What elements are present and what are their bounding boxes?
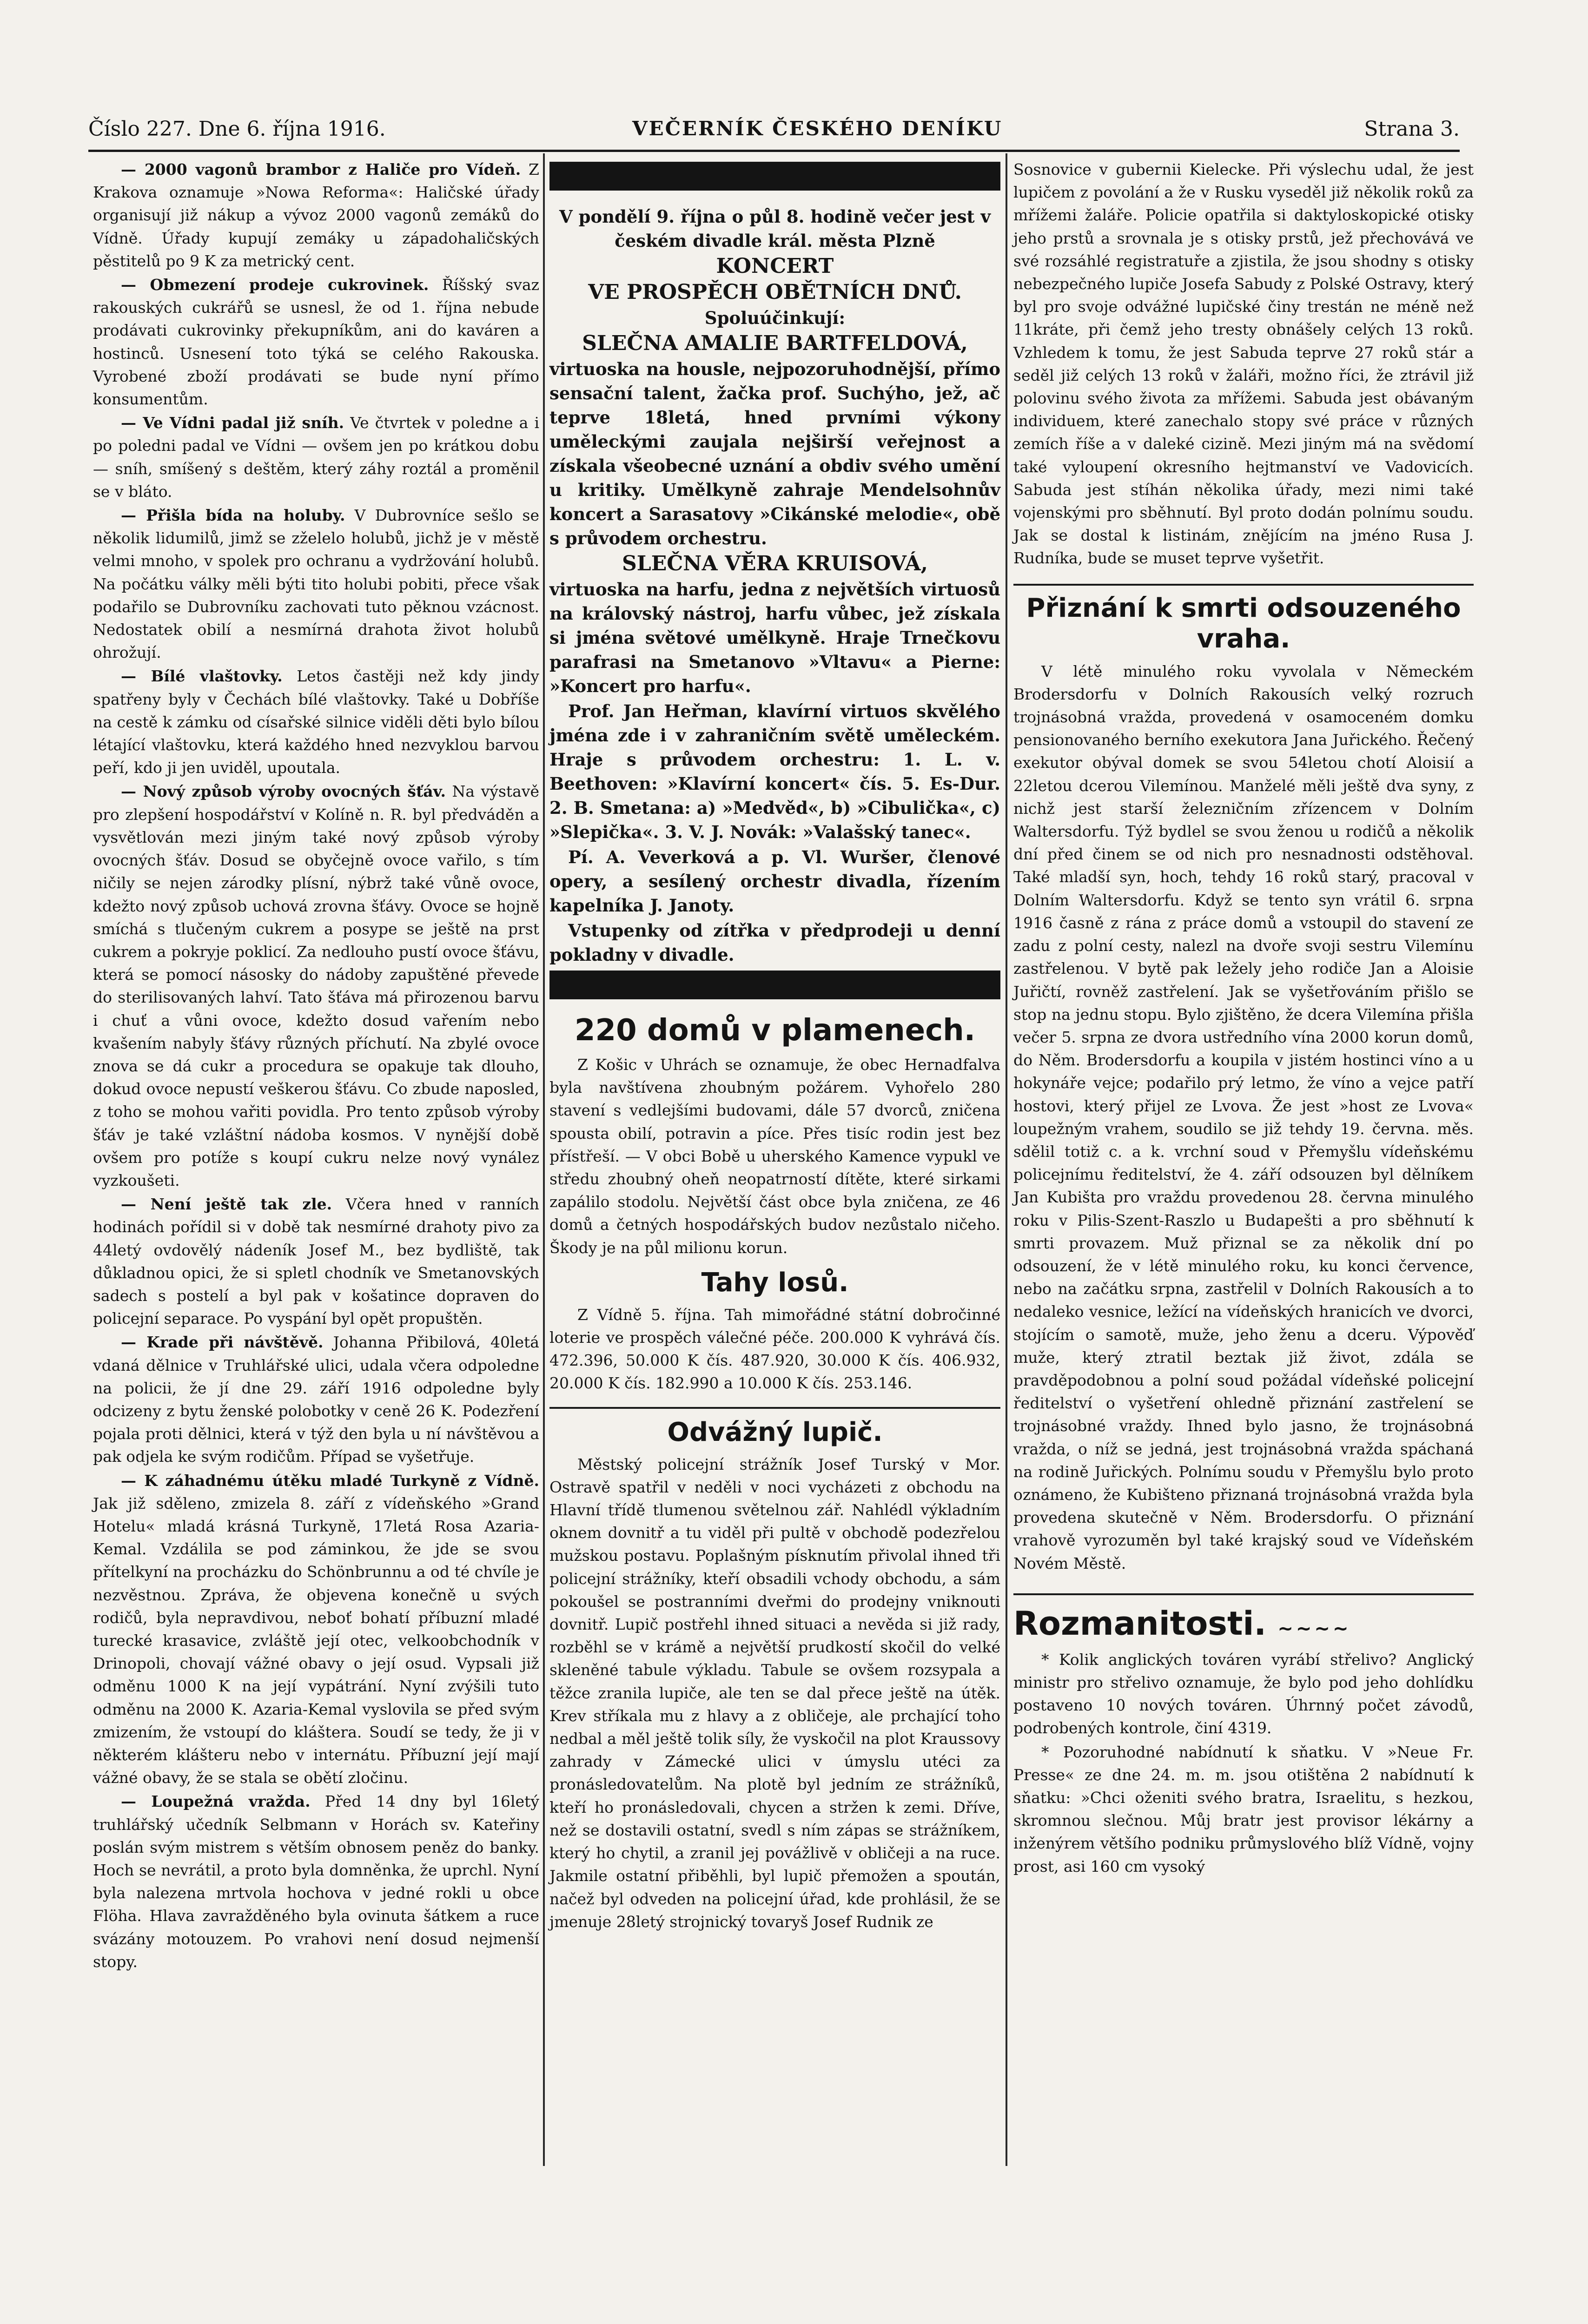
article-body: Z Košic v Uhrách se oznamuje, že obec Hernadfalva byla navštívena zhoubným požárem. Vyhořelo 280 stavení s vedlejšími budovami, dále 57 dvorců, zničena spousta obilí, potravin a píce. Přes tisíc rodin jest bez přístřeší. — V obci Bobě u uherského Kamence vypukl ve středu zhoubný oheň neopatrností dítěte, které sirkami zapálilo stodolu. Největší část obce byla zničena, ze 46 domů a četných hospodářských budov nezůstalo ničeho. Škody je na půl milionu korun. — [549, 1056, 1000, 1257]
section-title-text: Rozmanitosti. — [1013, 1604, 1267, 1643]
news-item: — 2000 vagonů brambor z Haliče pro Vídeň. Z Krakova oznamuje »Nowa Reforma«: Haličské úřady organisují již nákup a vývoz 2000 vagonů zemáků do Vídně. Úřady kupují zemáky u západohaličských pěstitelů po 9 K za metrický cent. — [93, 160, 539, 270]
artist-name: SLEČNA AMALIE BARTFELDOVÁ, — [582, 331, 968, 355]
tickets-info: Vstupenky od zítřka v předprodeji u denní pokladny v divadle. — [549, 920, 1000, 965]
artist-description: virtuoska na housle, nejpozoruhodnější, přímo sensační talent, žačka prof. Suchýho, jež, ač teprve 18letá, hned prvními výkony uměleckými zaujala nejširší veřejnost a získala všeobecné uznání a obdiv svého umění u kritiky. Umělkyně zahraje Mendelsohnův koncert a Sarasatovy »Cikánské melodie«, obě s průvodem orchestru. — [549, 359, 1000, 548]
column-rule — [543, 153, 545, 2166]
news-item: — Ve Vídni padal již sníh. Ve čtvrtek v poledne a i po poledni padal ve Vídni — ovšem jen po krátkou dobu — sníh, smíšený s deštěm, který záhy roztál a proměnil se v bláto. — [93, 414, 539, 501]
newspaper-title: VEČERNÍK ČESKÉHO DENÍKU — [632, 117, 1003, 140]
misc-item: * Kolik anglických továren vyrábí střelivo? Anglický ministr pro střelivo oznamuje, že bylo pod jeho dohlídku postaveno 10 nových továren. Úhrnný počet závodů, podrobených kontrole, činí 4319. — [1013, 1650, 1474, 1737]
article-body: V létě minulého roku vyvolala v Německém Brodersdorfu v Dolních Rakousích velký rozruch trojnásobná vražda, provedená v osamoceném domku pensionovaného berního exekutora Jana Juřického. Řečený exekutor obýval domek se svou 54letou chotí Aloisií a 22letou dcerou Vilemínou. Manželé měli ještě dva syny, z nichž jest starší železničním zřízencem v Dolním Waltersdorfu. Týž bydlel se svou ženou u rodičů a několik dní před činem se od nich pro nesnadnosti odstěhoval. Také mladší syn, hoch, tehdy 16 roků starý, pracoval v Dolním Waltersdorfu. Když se tento syn vrátil 6. srpna 1916 časně z rána z práce domů a vstoupil do stavení ze zadu z polní cesty, nalezl na dvoře svoji sestru Vilemínu zastřelenou. V bytě pak ležely jeho rodiče Jan a Aloisie Juřičtí, rovněž zastřelení. Jak se vyšetřováním přišlo se stop na jednu stopu. Bylo zjištěno, že dcera Vilemína přišla večer 5. srpna ze dvora ustředního vína 2000 korun domů, do Něm. Brodersdorfu a koupila v jistém hostinci víno a u hokynáře vejce; podařilo prý letmo, že víno a vejce patří hostovi, který přijel ze Lvova. Že jest »host ze Lvova« loupežným vrahem, soudilo se již tehdy 19. června. měs. sdělil totiž c. a k. vrchní soud v Přemyšlu vídeňskému policejnímu ředitelství, že 4. září odsouzen byl dělníkem Jan Kubišta pro vraždu provedenou 28. června minulého roku v Pilis-Szent-Raszlo u Budapešti a pro sběhnutí k smrti provazem. Muž přiznal se za několik dní po odsouzení, že v létě minulého roku, ku konci července, nebo na začátku srpna, zastřelil v Dolních Rakousích a to nedaleko vesnice, ležící na vídeňských hranicích ve dvorci, stojícím o samotě, muže, jeho ženu a dceru. Výpověď muže, který ztratil beztak již život, zdála se pravděpodobnou a polní soud požádal vídeňské policejní ředitelství o vyšetření ohledně přiznání zastřelení se trojnásobné vraždy. Ihned bylo jasno, že trojnásobná vražda, o níž se jedná, jest trojnásobná vražda spáchaná na rodině Juřických. Polnímu soudu v Přemyšlu bylo proto oznámeno, že Kubišteno přiznaná trojnásobná vražda byla provedena skutečně v Něm. Brodersdorfu. O přiznání vrahově vyrozuměn byl také krajský soud ve Vídeňském Novém Městě. — [1013, 662, 1474, 1572]
concert-subtitle: VE PROSPĚCH OBĚTNÍCH DNŮ. — [588, 280, 962, 304]
artist-description: virtuoska na harfu, jedna z největších virtuosů na královský nástroj, harfu vůbec, jež získala si jména světové umělkyně. Hraje Trnečkovu parafrasi na Smetanovo »Vltavu« a Pierne: »Koncert pro harfu«. — [549, 579, 1000, 696]
artist-description: Prof. Jan Heřman, klavírní virtuos skvělého jména zde i v zahraničním světě uměleckém. Hraje s průvodem orchestru: 1. L. v. Beethoven: »Klavírní koncert« čís. 5. Es-Dur. 2. B. Smetana: a) »Medvěd«, b) »Cibulička«, c) »Slepička«. 3. V. J. Novák: »Valašský tanec«. — [549, 701, 1000, 842]
column-rule — [1006, 153, 1007, 2166]
news-item: — Bílé vlaštovky. Letos častěji než kdy jindy spatřeny byly v Čechách bílé vlaštovky. Také u Dobříše na cestě k zámku od císařské silnice viděli děti bylo bílou létající vlaštovku, která každého hned nezvyklou barvou peří, kdo ji jen uviděl, upoutala. — [93, 667, 540, 777]
ornament: ~~~~ — [1277, 1618, 1351, 1639]
news-item: — Obmezení prodeje cukrovinek. Říšský svaz rakouských cukrářů se usnesl, že od 1. října nebude prodávati cukrovinky překupníkům, ani do kaváren a hostinců. Usnesení toto týká se celého Rakouska. Vyrobené zboží prodávati se bude nyní přímo konsumentům. — [93, 276, 540, 409]
news-item: — Krade při návštěvě. Johanna Přibilová, 40letá vdaná dělnice v Truhlářské ulici, udala včera odpoledne na policii, že jí dne 29. září 1916 odpoledne byly odcizeny z bytu ženské polobotky v ceně 26 K. Podezření pojala proti dělnici, která v týž den byla u ní návštěvou a pak odjela ke svým rodičům. Případ se vyšetřuje. — [93, 1333, 539, 1466]
concert-advertisement — [549, 205, 1000, 967]
misc-item: * Pozoruhodné nabídnutí k sňatku. V »Neue Fr. Presse« ze dne 24. m. m. jsou otištěna 2 nabídnutí k sňatku: »Chci oženiti svého bratra, Israelitu, s hezkou, skromnou slečnou. Můj bratr jest provisor lékárny a inženýrem většího podniku průmyslového blíž Vídně, vojny prost, asi 160 cm vysoký — [1013, 1743, 1474, 1875]
concert-intro: V pondělí 9. října o půl 8. hodině večer jest v českém divadle král. města Plzně — [559, 206, 991, 251]
news-item: — Není ještě tak zle. Včera hned v ranních hodinách pořídil si v době tak nesmírné drahoty pivo za 44letý ovdovělý nádeník Josef M., bez bydliště, tak důkladnou opici, že si spletl chodník ve Smetanovských sadech s postelí a byl pak v košatince dopraven do policejní separace. Po vyspání byl opět propuštěn. — [93, 1195, 539, 1328]
concert-spolu: Spoluúčinkují: — [704, 308, 846, 328]
article-title: 220 domů v plamenech. — [575, 1013, 975, 1048]
column-right — [1013, 158, 1474, 1879]
section-rule — [549, 1407, 1000, 1409]
news-item: — Přišla bída na holuby. V Dubrovníce sešlo se několik lidumilů, jimž se zželelo holubů, jichž je v městě velmi mnoho, v spolek pro ochranu a vydržování holubů. Na počátku války měli býti tito holubi pobiti, přece však podařilo se Dubrovníku zachovati tuto pěknou vzácnost. Nedostatek obilí a nesmírná drahota život holubů ohrožují. — [93, 506, 539, 662]
news-item: — Loupežná vražda. Před 14 dny byl 16letý truhlářský učedník Selbmann v Horách sv. Kateřiny poslán svým mistrem s větším obnosem peněz do banky. Hoch se nevrátil, a proto byla domněnka, že uprchl. Nyní byla nalezena mrtvola hochova v jedné rokli u obce Flöha. Hlava zavražděného byla ovinuta šátkem a ruce svázány motouzem. Po vrahovi není dosud nejmenší stopy. — [93, 1792, 539, 1971]
page-number: Strana 3. — [1364, 117, 1460, 141]
column-middle — [549, 158, 1000, 1934]
concert-title: KONCERT — [716, 254, 834, 278]
artist-name: SLEČNA VĚRA KRUISOVÁ, — [622, 552, 928, 575]
column-local-news — [93, 158, 539, 1974]
section-title — [1013, 1593, 1474, 1643]
article-continuation: Sosnovice v gubernii Kielecke. Při výslechu udal, že jest lupičem z povolání a že v Rusku vyseděl již několik roků za mřížemi žaláře. Policie opatřila si daktyloskopické otisky jeho prstů a srovnala je s otisky prstů, jež přechovává ve své rozsáhlé registratuře a zjistila, že jsou shodny s otisky nebezpečného lupiče Josefa Sabudy z Polské Ostravy, který byl pro svoje odvážné lupičské činy trestán ne méně než 11kráte, při čemž jeho tresty obnášely celých 13 roků. Vzhledem k tomu, že jest Sabuda teprve 27 roků stár a seděl již celých 13 roků v žaláři, možno říci, že ztrávil již polovinu svého života za mřížemi. Sabuda jest obávaným individuem, které zanechalo stopy své práce v různých zemích říše a v daleké cizině. Mezi jiným má na svědomí také vyloupení okresního hejtmanství ve Vadovicích. Sabuda jest stíhán několika úřady, mezi nimi také vojenskými pro sběhnutí. Byl proto dodán polnímu soudu. Jak se dostal k listinám, znějícím na jméno Rusa J. Rudníka, bude se muset teprve vyšetřit. — [1013, 160, 1474, 568]
article-body: Z Vídně 5. října. Tah mimořádné státní dobročinné loterie ve prospěch válečné péče. 200.000 K vyhrává čís. 472.396, 50.000 K čís. 487.920, 30.000 K čís. 406.932, 20.000 K čís. 182.990 a 10.000 K čís. 253.146. — [549, 1305, 1000, 1393]
artist-description: Pí. A. Veverková a p. Vl. Wuršer, členové opery, a sesílený orchestr divadla, řízením kapelníka J. Janoty. — [549, 847, 1000, 916]
news-item: — Nový způsob výroby ovocných šťáv. Na výstavě pro zlepšení hospodářství v Kolíně n. R. byl předváděn a vysvětlován mezi jiným také nový způsob výroby ovocných šťáv. Dosud se obyčejně ovoce vařilo, s tím ničily se nejen zárodky plísní, nýbrž také vůně ovoce, kdežto nový způsob uchová zrovna šťávy. Ovoce se hojně smíchá s tlučeným cukrem a posype se ještě na prst cukrem a pokryje poklicí. Za nedlouho pustí ovoce šťávu, která se pomocí násosky do nádoby zapuštěné převede do sterilisovaných lahví. Tato šťáva má přirozenou barvu i chuť a vůni ovoce, kdežto dosud vařením nebo kvašením nabyly šťávy různých příchutí. Na zbylé ovoce znova se dá cukr a procedura se opakuje tak dlouho, dokud ovoce nepustí veškerou šťávu. Co zbude naposled, z toho se mohou vařiti povidla. Pro tento způsob výroby šťáv je také vzláštní nádoba kosmos. V nynější době ovšem pro potíže s koupí cukru nelze nový vynález vyzkoušeti. — [93, 782, 540, 1189]
page-header — [88, 117, 1460, 152]
article-body: Městský policejní strážník Josef Turský v Mor. Ostravě spatřil v neděli v noci vycházeti z obchodu na Hlavní třídě tlumenou světelnou zář. Nahlédl výkladním oknem dovnitř a tu viděl při pultě v obchodě podezřelou mužskou postavu. Poplašným písknutím přivolal ihned tři policejní strážníky, kteří obsadili vchody obchodu, a sám pokoušel se postranními dveřmi do prodejny vniknouti dovnitř. Lupič postřehl ihned situaci a nevěda si již rady, rozběhl se v krámě a největší prudkostí skočil do velké skleněné tabule výkladu. Tabule se ovšem rozsypala a těžce zranila lupiče, ale ten se dal přece ještě na útěk. Krev stříkala mu z hlavy a z obličeje, ale prchající toho nedbal a měl ještě tolik síly, že vyskočil na plot Kraussovy zahrady v Zámecké ulici v úmyslu utéci za pronásledovatelům. Na plotě byl jedním ze strážníků, kteří ho pronásledovali, chycen a stržen k zemi. Dříve, než se dostavili ostatní, svedl s ním zápas se strážníkem, který ho chytil, a zranil jej povážlivě v obličeji a na ruce. Jakmile ostatní přiběhli, byl lupič přemožen a spoután, načež byl odveden na policejní úřad, kde prohlásil, že se jmenuje 28letý strojnický tovaryš Josef Rudnik ze — [549, 1455, 1000, 1931]
black-banner — [549, 162, 1000, 191]
issue-number-date: Číslo 227. Dne 6. října 1916. — [88, 117, 386, 141]
news-item: — K záhadnému útěku mladé Turkyně z Vídně. Jak již sděleno, zmizela 8. září z vídeňského »Grand Hotelu« mladá krásná Turkyně, 17letá Rosa Azaria-Kemal. Vzdálila se pod záminkou, že jde se svou přítelkyní na procházku do Schönbrunnu a od té chvíle je nezvěstnou. Zpráva, že objevena konečně u svých rodičů, byla nepravdivou, neboť bohatí příbuzní mladé turecké krasavice, zvláště její otec, velkoobchodník v Drinopoli, chovají vážné obavy o její osud. Vypsali již odměnu 1000 K na její vypátrání. Nyní zvýšili tuto odměnu na 2000 K. Azaria-Kemal vyslovila se před svým zmizením, že vstoupí do kláštera. Soudí se tedy, že ji v některém klášteru nebo v internátu. Příbuzní její mají vážné obavy, že se stala se obětí zločinu. — [93, 1471, 539, 1787]
black-banner — [549, 971, 1000, 999]
article-title: Tahy losů. — [701, 1267, 849, 1298]
article-title: Odvážný lupič. — [667, 1417, 883, 1447]
article-title: Přiznání k smrti odsouzeného vraha. — [1013, 584, 1474, 654]
